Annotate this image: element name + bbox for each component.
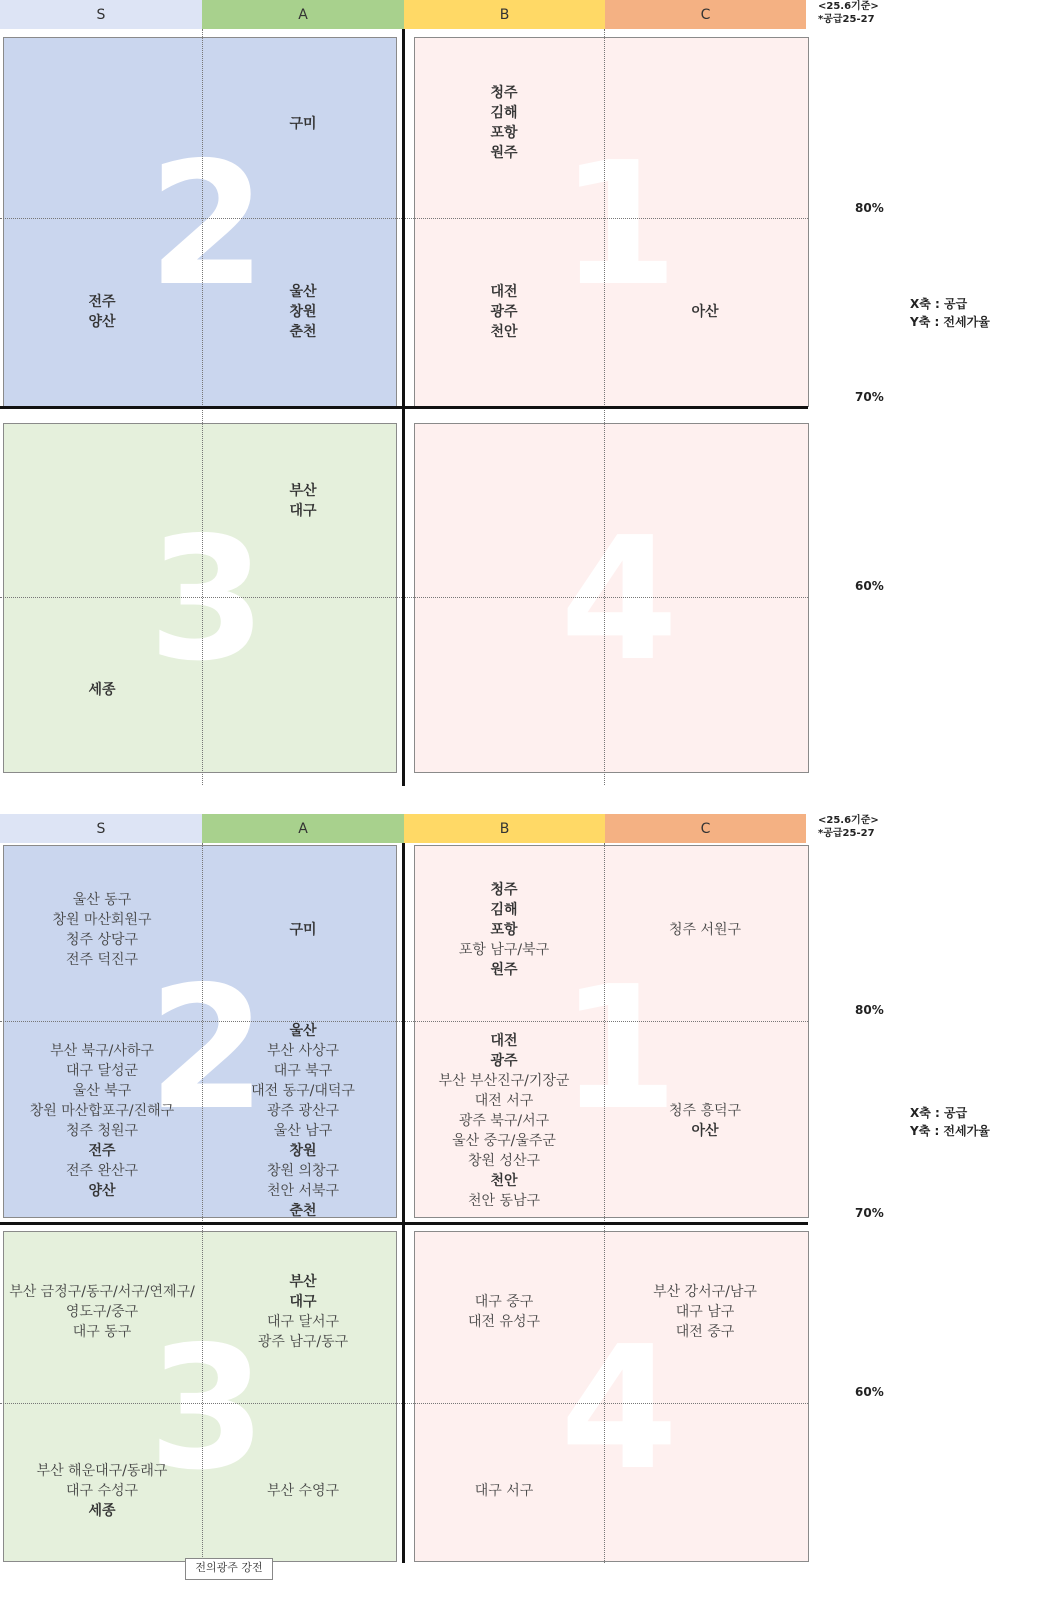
cell-bottom-b-top (404, 880, 604, 980)
region-label: 청주 흥덕구 (668, 1103, 742, 1119)
pct-60: 60% (855, 579, 884, 593)
footer-fragment: 전의광주 강전 (185, 1558, 273, 1580)
region-label: 전주 (88, 294, 116, 310)
region-label: 부산 사상구 (266, 1043, 340, 1059)
quadrant-3 (3, 423, 397, 773)
region-label: 청주 서원구 (668, 922, 742, 938)
cell-bottom-a-mid (203, 1021, 403, 1221)
region-label: 창원 마산합포구/진해구 (29, 1103, 175, 1119)
cell-bottom-b-low-bottom (404, 1481, 604, 1501)
region-label: 청주 상당구 (65, 932, 139, 948)
region-label: 아산 (691, 1123, 719, 1139)
quadrant-2 (3, 37, 397, 407)
region-label: 천안 동남구 (467, 1193, 541, 1209)
region-label: 창원 마산회원구 (52, 912, 152, 928)
quadrant-number-4: 4 (560, 1310, 679, 1508)
axis-divider-horizontal (0, 406, 808, 409)
region-label: 광주 남구/동구 (257, 1334, 349, 1350)
region-label: 광주 (490, 304, 518, 320)
region-label: 대구 동구 (72, 1324, 132, 1340)
cell-top-b-mid (404, 282, 604, 342)
cell-top-c-mid (605, 302, 805, 322)
region-label: 세종 (88, 1503, 116, 1519)
cell-bottom-a-low-top (203, 1272, 403, 1352)
region-label: 대구 남구 (675, 1304, 735, 1320)
cell-bottom-s-mid (2, 1041, 202, 1201)
region-label: 부산 부산진구/기장군 (438, 1073, 570, 1089)
region-label: 광주 광산구 (266, 1103, 340, 1119)
region-label: 포항 (490, 125, 518, 141)
region-label: 천안 (490, 324, 518, 340)
region-label: 대전 서구 (474, 1093, 534, 1109)
bottom-quadrant-diagram (0, 814, 1048, 1614)
cell-bottom-b-low-top (404, 1292, 604, 1332)
region-label: 창원 (289, 304, 317, 320)
header-b: B (404, 814, 605, 843)
cell-bottom-a-top (203, 920, 403, 940)
quadrant-number-4: 4 (560, 501, 679, 699)
region-label: 세종 (88, 682, 116, 698)
header-a: A (202, 0, 404, 29)
region-label: 청주 청원구 (65, 1123, 139, 1139)
cell-bottom-c-top (605, 920, 805, 940)
quadrant-number-1: 1 (560, 126, 679, 324)
region-label: 부산 (289, 483, 317, 499)
cell-bottom-a-low-bottom (203, 1481, 403, 1501)
region-label: 대구 서구 (474, 1483, 534, 1499)
pct-60: 60% (855, 1385, 884, 1399)
top-quadrant-diagram (0, 0, 1048, 800)
region-label: 포항 (490, 922, 518, 938)
region-label: 구미 (289, 116, 317, 132)
pct-80: 80% (855, 201, 884, 215)
region-label: 전주 덕진구 (65, 952, 139, 968)
region-label: 청주 (490, 85, 518, 101)
region-label: 울산 동구 (72, 892, 132, 908)
region-label: 부산 수영구 (266, 1483, 340, 1499)
region-label: 포항 남구/북구 (458, 942, 550, 958)
region-label: 대전 중구 (675, 1324, 735, 1340)
cell-top-b-top (404, 83, 604, 163)
region-label: 창원 성산구 (467, 1153, 541, 1169)
region-label: 부산 강서구/남구 (653, 1284, 757, 1300)
region-label: 양산 (88, 1183, 116, 1199)
cell-bottom-c-mid (605, 1101, 805, 1141)
quadrant-number-3: 3 (148, 1310, 267, 1508)
cell-bottom-s-low-top (2, 1282, 202, 1342)
base-date-note: <25.6기준> *공급25-27 (818, 815, 879, 839)
pct-70: 70% (855, 390, 884, 404)
header-a: A (202, 814, 404, 843)
cell-bottom-s-low-bottom (2, 1461, 202, 1521)
region-label: 대전 동구/대덕구 (251, 1083, 355, 1099)
region-label: 부산 북구/사하구 (50, 1043, 154, 1059)
region-label: 아산 (691, 304, 719, 320)
region-label: 울산 (289, 284, 317, 300)
region-label: 대구 중구 (474, 1294, 534, 1310)
region-label: 창원 의창구 (266, 1163, 340, 1179)
header-c: C (605, 0, 806, 29)
pct-80: 80% (855, 1003, 884, 1017)
grid-line-v2 (604, 843, 605, 1563)
region-label: 부산 (289, 1274, 317, 1290)
header-s: S (0, 0, 202, 29)
quadrant-number-2: 2 (148, 126, 267, 324)
axis-legend: X축 : 공급 Y축 : 전세가율 (910, 1106, 990, 1138)
axis-legend: X축 : 공급 Y축 : 전세가율 (910, 297, 990, 329)
cell-top-s-low-bottom (2, 680, 202, 700)
region-label: 천안 서북구 (266, 1183, 340, 1199)
quadrant-number-2: 2 (148, 950, 267, 1148)
header-c: C (605, 814, 806, 843)
cell-top-a-mid (203, 282, 403, 342)
base-date-note: <25.6기준> *공급25-27 (818, 1, 879, 25)
quadrant-number-3: 3 (148, 501, 267, 699)
region-label: 대구 북구 (273, 1063, 333, 1079)
region-label: 부산 금정구/동구/서구/연제구/ (9, 1284, 195, 1300)
region-label: 대전 유성구 (467, 1314, 541, 1330)
region-label: 김해 (490, 105, 518, 121)
region-label: 부산 해운대구/동래구 (36, 1463, 168, 1479)
cell-bottom-c-low-top (605, 1282, 805, 1342)
cell-bottom-s-top (2, 890, 202, 970)
region-label: 구미 (289, 922, 317, 938)
cell-bottom-b-mid (404, 1031, 604, 1211)
region-label: 영도구/중구 (65, 1304, 139, 1320)
region-label: 대구 (289, 503, 317, 519)
region-label: 전주 완산구 (65, 1163, 139, 1179)
cell-top-a-low-top (203, 481, 403, 521)
region-label: 춘천 (289, 324, 317, 340)
region-label: 울산 남구 (273, 1123, 333, 1139)
region-label: 광주 (490, 1053, 518, 1069)
region-label: 울산 북구 (72, 1083, 132, 1099)
region-label: 광주 북구/서구 (458, 1113, 550, 1129)
region-label: 천안 (490, 1173, 518, 1189)
cell-top-a-top (203, 114, 403, 134)
region-label: 대구 달성군 (65, 1063, 139, 1079)
region-label: 대구 (289, 1294, 317, 1310)
region-label: 창원 (289, 1143, 317, 1159)
pct-70: 70% (855, 1206, 884, 1220)
region-label: 울산 (289, 1023, 317, 1039)
region-label: 대구 달서구 (266, 1314, 340, 1330)
region-label: 청주 (490, 882, 518, 898)
header-s: S (0, 814, 202, 843)
region-label: 원주 (490, 962, 518, 978)
quadrant-4 (414, 1231, 809, 1562)
region-label: 원주 (490, 145, 518, 161)
region-label: 대전 (490, 284, 518, 300)
cell-top-s-mid (2, 292, 202, 332)
quadrant-number-1: 1 (560, 950, 679, 1148)
quadrant-4 (414, 423, 809, 773)
region-label: 김해 (490, 902, 518, 918)
region-label: 춘천 (289, 1203, 317, 1219)
region-label: 대구 수성구 (65, 1483, 139, 1499)
region-label: 울산 중구/울주군 (452, 1133, 556, 1149)
region-label: 전주 (88, 1143, 116, 1159)
region-label: 양산 (88, 314, 116, 330)
region-label: 대전 (490, 1033, 518, 1049)
axis-divider-horizontal (0, 1222, 808, 1225)
header-b: B (404, 0, 605, 29)
